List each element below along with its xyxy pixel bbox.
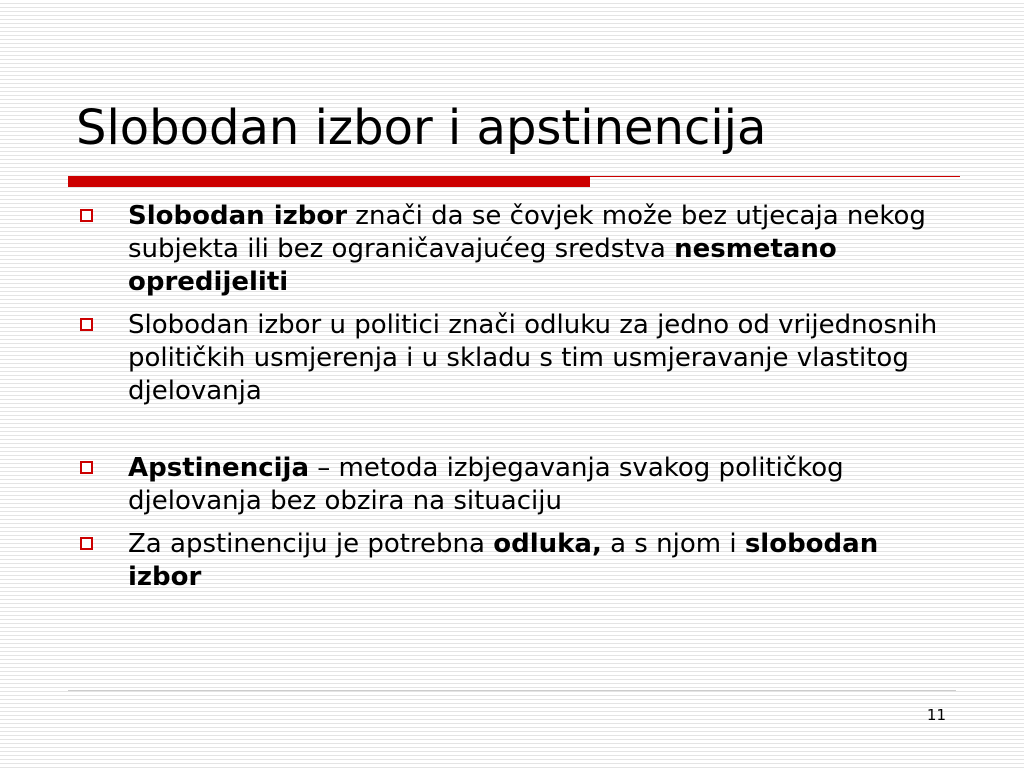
title-underline-thin [590, 176, 960, 177]
bullet-text-bold: Apstinencija [128, 453, 309, 483]
bullet-text: – metoda izbjegavanja svakog političkog djelovanja bez obzira na situaciju [128, 453, 844, 516]
bullet-item [76, 528, 956, 594]
bullet-text: Za apstinenciju je potrebna [128, 529, 494, 559]
hollow-square-icon [80, 461, 93, 474]
bullet-text-bold: odluka, [493, 529, 602, 559]
bullet-item [76, 309, 956, 408]
hollow-square-icon [80, 318, 93, 331]
bullet-text: Slobodan izbor u politici znači odluku za jedno od vrijednosnih političkih usmjerenja i u skladu s tim usmjeravanje vlastitog djelovanja [128, 310, 938, 406]
footer-divider [68, 690, 956, 691]
bullet-text-bold: nesmetano opredijeliti [128, 234, 837, 297]
bullet-item [76, 200, 956, 299]
hollow-square-icon [80, 537, 93, 550]
title-underline-thick [68, 176, 590, 187]
page-number: 11 [926, 706, 946, 724]
bullet-text-bold: slobodan izbor [128, 529, 879, 592]
bullet-text: znači da se čovjek može bez utjecaja nekog subjekta ili bez ograničavajućeg sredstva [128, 201, 926, 264]
hollow-square-icon [80, 209, 93, 222]
bullet-item [76, 452, 956, 518]
bullet-list [76, 200, 956, 604]
bullet-text: a s njom i [601, 529, 745, 559]
slide-title: Slobodan izbor i apstinencija [76, 100, 767, 156]
bullet-text-bold: Slobodan izbor [128, 201, 348, 231]
